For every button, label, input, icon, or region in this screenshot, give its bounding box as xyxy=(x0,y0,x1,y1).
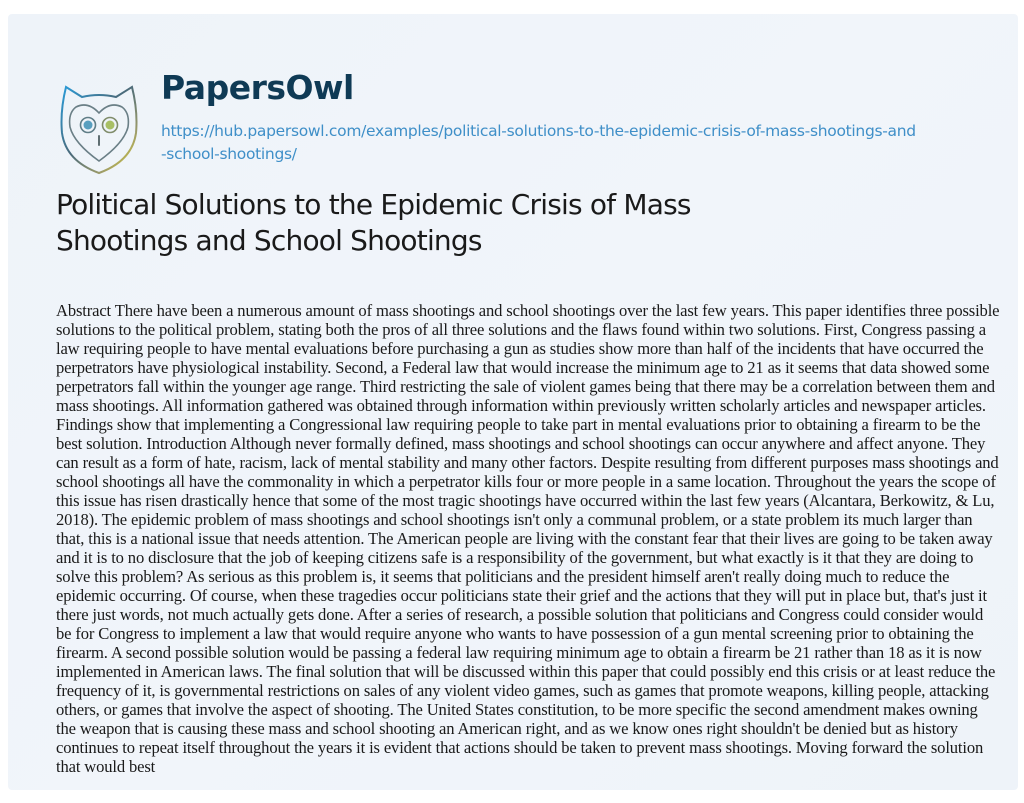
source-url-link[interactable]: https://hub.papersowl.com/examples/political-solutions-to-the-epidemic-crisis-of-mass-shootings-and-school-shootings/ xyxy=(161,122,916,163)
brand-name: PapersOwl xyxy=(161,68,354,107)
document-card xyxy=(8,14,1018,790)
owl-logo-icon xyxy=(58,81,140,177)
document-body: Abstract There have been a numerous amount of mass shootings and school shootings over the last few years. This paper identifies three possible solutions to the political problem, stating both the pros of all three solutions and the flaws found within two solutions. First, Congress passing a law requiring people to have mental evaluations before purchasing a gun as studies show more than half of the incidents that have occurred the perpetrators have physiological instability. Second, a Federal law that would increase the minimum age to 21 as it seems that data showed some perpetrators fall within the younger age range. Third restricting the sale of violent games being that there may be a correlation between them and mass shootings. All information gathered was obtained through information within previously written scholarly articles and newspaper articles. Findings show that implementing a Congressional law requiring people to take part in mental evaluations prior to obtaining a firearm to be the best solution. Introduction Although never formally defined, mass shootings and school shootings can occur anywhere and affect anyone. They can result as a form of hate, racism, lack of mental stability and many other factors. Despite resulting from different purposes mass shootings and school shootings all have the commonality in which a perpetrator kills four or more people in a same location. Throughout the years the scope of this issue has risen drastically hence that some of the most tragic shootings have occurred within the last few years (Alcantara, Berkowitz, & Lu, 2018). The epidemic problem of mass shootings and school shootings isn't only a communal problem, or a state problem its much larger than that, this is a national issue that needs attention. The American people are living with the constant fear that their lives are going to be taken away and it is to no disclosure that the job of keeping citizens safe is a responsibility of the government, but what exactly is it that they are doing to solve this problem? As serious as this problem is, it seems that politicians and the president himself aren't really doing much to reduce the epidemic occurring. Of course, when these tragedies occur politicians state their grief and the actions that they will put in place but, that's just it there just words, not much actually gets done. After a series of research, a possible solution that politicians and Congress could consider would be for Congress to implement a law that would require anyone who wants to have possession of a gun mental screening prior to obtaining the firearm. A second possible solution would be passing a federal law requiring minimum age to obtain a firearm be 21 rather than 18 as it is now implemented in American laws. The final solution that will be discussed within this paper that could possibly end this crisis or at least reduce the frequency of it, is governmental restrictions on sales of any violent video games, such as games that promote weapons, killing people, attacking others, or games that involve the aspect of shooting. The United States constitution, to be more specific the second amendment makes owning the weapon that is causing these mass and school shooting an American right, and as we know ones right shouldn't be denied but as history continues to repeat itself throughout the years it is evident that actions should be taken to prevent mass shootings. Moving forward the solution that would best xyxy=(56,301,1000,776)
page-title: Political Solutions to the Epidemic Crisis of Mass Shootings and School Shootings xyxy=(56,188,691,257)
